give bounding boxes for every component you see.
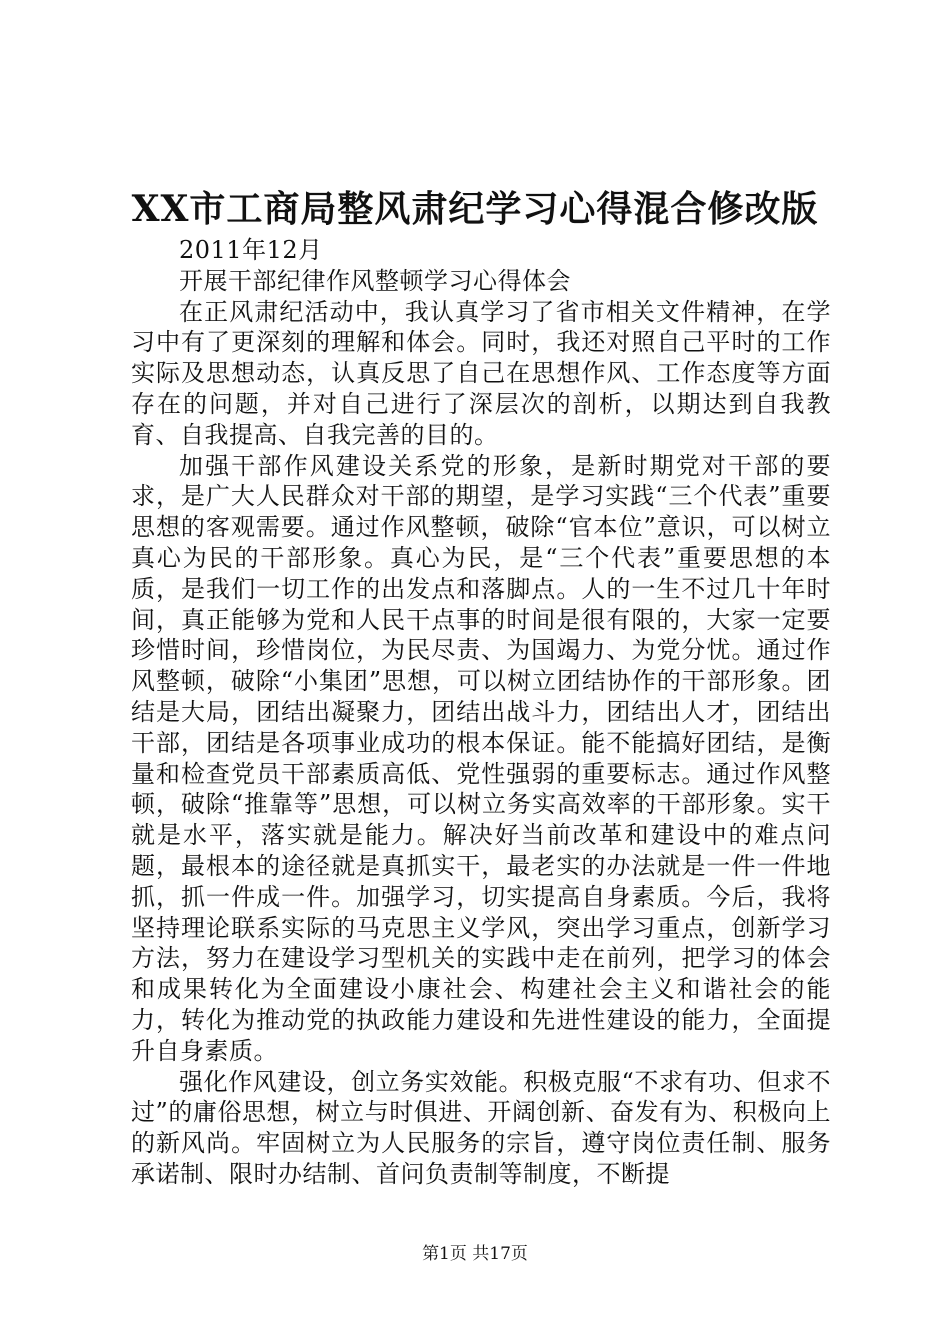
document-subtitle: 开展干部纪律作风整顿学习心得体会 — [179, 266, 571, 295]
paragraph: 在正风肃纪活动中，我认真学习了省市相关文件精神，在学习中有了更深刻的理解和体会。同时，我还对照自己平时的工作实际及思想动态，认真反思了自己在思想作风、工作态度等方面存在的问题，并对自己进行了深层次的剖析，以期达到自我教育、自我提高、自我完善的目的。 — [131, 297, 831, 449]
paragraph: 加强干部作风建设关系党的形象，是新时期党对干部的要求，是广大人民群众对干部的期望，是学习实践“三个代表”重要思想的客观需要。通过作风整顿，破除“官本位”意识，可以树立真心为民的干部形象。真心为民，是“三个代表”重要思想的本质，是我们一切工作的出发点和落脚点。人的一生不过几十年时间，真正能够为党和人民干点事的时间是很有限的，大家一定要珍惜时间，珍惜岗位，为民尽责、为国竭力、为党分忧。通过作风整顿，破除“小集团”思想，可以树立团结协作的干部形象。团结是大局，团结出凝聚力，团结出战斗力，团结出人才，团结出干部，团结是各项事业成功的根本保证。能不能搞好团结，是衡量和检查党员干部素质高低、党性强弱的重要标志。通过作风整顿，破除“推靠等”思想，可以树立务实高效率的干部形象。实干就是水平，落实就是能力。解决好当前改革和建设中的难点问题，最根本的途径就是真抓实干，最老实的办法就是一件一件地抓，抓一件成一件。加强学习，切实提高自身素质。今后，我将坚持理论联系实际的马克思主义学风，突出学习重点，创新学习方法，努力在建设学习型机关的实践中走在前列，把学习的体会和成果转化为全面建设小康社会、构建社会主义和谐社会的能力，转化为推动党的执政能力建设和先进性建设的能力，全面提升自身素质。 — [131, 451, 831, 1065]
document-date: 2011年12月 — [179, 236, 323, 264]
document-body — [131, 235, 831, 1190]
page-footer: 第1页 共17页 — [422, 1244, 528, 1264]
paragraph: 强化作风建设，创立务实效能。积极克服“不求有功、但求不过”的庸俗思想，树立与时俱进、开阔创新、奋发有为、积极向上的新风尚。牢固树立为人民服务的宗旨，遵守岗位责任制、服务承诺制、限时办结制、首问负责制等制度，不断提 — [131, 1067, 831, 1188]
document-title: XX市工商局整风肃纪学习心得混合修改版 — [131, 188, 819, 230]
